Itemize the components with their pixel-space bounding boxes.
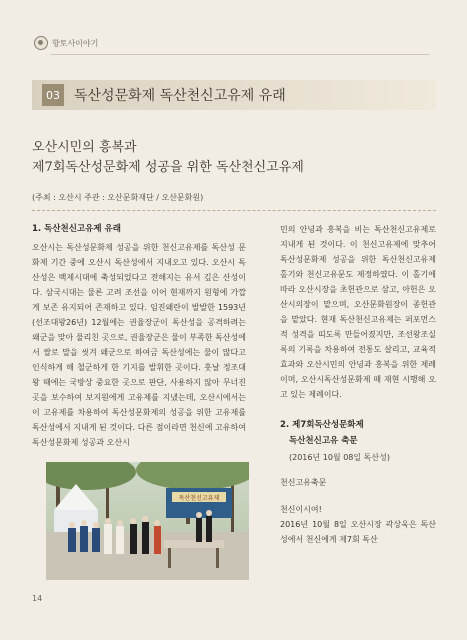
section1-body-left: 오산시는 독산성문화제 성공을 위한 천신고유제를 독산성 문화제 기간 중에 오산시 독산성에서 지내오고 있다. 오산시 독산성은 백제시대에 축성되었다고 전해지는 유서 깊은 산성이다. 삼국시대는 물론 고려 조선을 이어 현재까지 원형에 가깝게 보존 유지되어 존재하고 있다. 임진왜란이 발발한 1593년(선조대왕26년) 12월에는 권율장군이 독산성을 공격하려는 왜군을 맞아 물리친 곳으로, 권율장군은 물이 부족한 독산성에서 쌀로 말을 씻겨 왜군으로 하여금 독산성에는 물이 많다고 인식하게 해 철군하게 한 기지를 발휘한 곳이다. 훗날 정조대왕 때에는 국방상 중요한 곳으로 판단, 사용하지 않아 무너진 곳을 보수하여 보지원에게 고유제를 지냈는데, 오산시에서는 이 고유제를 차용하여 독산성문화제의 성공을 위한 고유제를 독산성에서 지내게 된 것이다. 다른 점이라면 천신에 고유하여 독산성문화제 성공과 오산시 [32,243,246,447]
prayer-title: 천신고유축문 [280,478,327,487]
section2 [280,418,436,465]
header-divider [50,54,430,55]
article-title-line2: 제7회독산성문화제 성공을 위한 독산천신고유제 [32,160,304,175]
section1-heading: 1. 독산천신고유제 유래 [32,224,121,234]
left-column [32,222,246,450]
section1-body-right: 민의 안녕과 흥복을 비는 독산천신고유제로 지내게 된 것이다. 이 천신고유제에 맞추어 독산성문화제 성공을 위한 독산천신고유제 홀기와 천신고유문도 제정하였다. 이 홀기에 따라 오산시장을 초헌관으로 삼고, 아헌은 오산시의장이 맡으며, 오산문화원장이 종헌관을 맡았다. 현재 독산천신고유제는 퍼포먼스적 성격을 띠도록 만들어졌지만, 조선왕조실록의 기록을 차용하여 전통도 살리고, 교육적 효과와 오산시민의 안녕과 흥복을 위한 제례이며, 오산시독산성문화제 때 재현 시행해 오고 있는 제례이다. [280,225,436,399]
photo-banner-text: 독산천신고유제 [178,495,220,502]
section2-heading-line1: 2. 제7회독산성문화제 [280,420,364,430]
section2-heading-line2: 독산천신고유 축문 [289,436,358,446]
ceremony-photo-illustration [46,462,249,580]
prayer-text [280,475,436,547]
header-section-label: 향토사이야기 [52,39,99,48]
section2-date: (2016년 10월 08일 독산성) [289,453,390,462]
prayer-body: 2016년 10월 8일 오산시장 곽상욱은 독산성에서 천신에게 제7회 독산 [280,520,436,544]
page-number: 14 [32,594,43,603]
article-title-line1: 오산시민의 흥복과 [32,140,137,155]
chapter-band [32,80,436,110]
right-column [280,222,436,559]
sponsor-line: (주최 : 오산시 주관 : 오산문화재단 / 오산문화원) [32,193,204,202]
article-title [32,138,436,178]
sponsor-divider [32,210,436,211]
prayer-invocation: 천신이시여! [280,505,322,514]
chapter-title: 독산성문화제 독산천신고유제 유래 [74,88,286,104]
header-logo-icon [34,36,48,50]
chapter-number-badge: 03 [42,84,64,106]
ceremony-photo [46,462,249,580]
